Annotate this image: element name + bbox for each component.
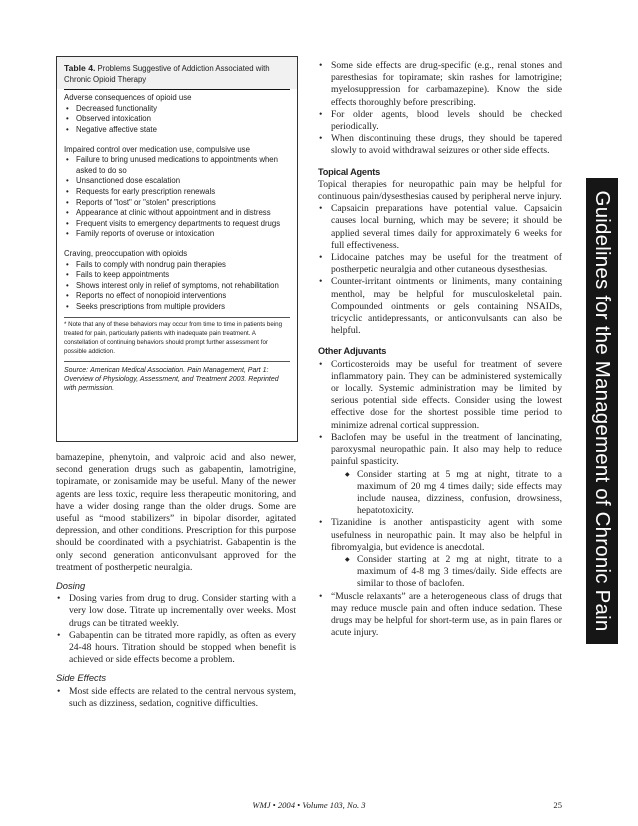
table-source-prefix: Source: <box>64 366 89 374</box>
table-item: • Reports of "lost" or "stolen" prescriptions <box>64 198 290 209</box>
table-group-list <box>64 155 290 240</box>
list-item: • Some side effects are drug-specific (e.g., renal stones and paresthesias for topiramate; skin rashes for lamotrigine; myelosuppression for carbamazepine). Know the side effects thoroughly before prescribing. <box>318 60 562 109</box>
table-item: • Family reports of overuse or intoxication <box>64 229 290 240</box>
table-body <box>64 89 290 312</box>
table-group-list <box>64 104 290 136</box>
table-source <box>64 361 290 394</box>
list-item <box>318 432 562 517</box>
table-group-title: Adverse consequences of opioid use <box>64 93 192 103</box>
list-item: • Corticosteroids may be useful for treatment of severe inflammatory pain. They can be administered systemically or locally. Systemic administration may be limited by serious potential side effects. Consider using the lowest effective dose for the shortest possible time period to minimize adrenal cortical suppression. <box>318 359 562 432</box>
topical-agents-heading: Topical Agents <box>318 166 381 177</box>
list-item: • Gabapentin can be titrated more rapidly, as often as every 24-48 hours. Titration should be stopped when benefit is achieved or side effects become a problem. <box>56 630 296 667</box>
table-item: • Appearance at clinic without appointment and in distress <box>64 208 290 219</box>
table-item: • Unsanctioned dose escalation <box>64 176 290 187</box>
topical-list <box>318 203 562 337</box>
body-paragraph: bamazepine, phenytoin, and valproic acid and also newer, second generation drugs such as gabapentin, lamotrigine, topiramate, or zonisamide may be useful. Many of the newer agents are less toxic, require less therapeutic monitoring, and have a wider dosing range than the older drugs. Some are useful as “mood stabilizers” in bipolar disorder, agitated depression, and other conditions. Prescription for this purpose should be coordinated with a psychiatrist. Gabapentin is the only second generation anticonvulsant approved for the treatment of postherpetic neuralgia. <box>56 452 296 573</box>
table-group <box>64 93 290 135</box>
journal-citation: WMJ • 2004 • Volume 103, No. 3 <box>252 800 366 810</box>
table-item: • Seeks prescriptions from multiple providers <box>64 302 290 313</box>
banner-title: Guidelines for the Management of Chronic Pain <box>591 190 614 632</box>
list-item: • Capsaicin preparations have potential value. Capsaicin causes local burning, which may be severe; it should be applied several times daily for approximately 6 weeks for full effectiveness. <box>318 203 562 252</box>
side-effects-list <box>56 686 296 710</box>
table-item: • Fails to keep appointments <box>64 270 290 281</box>
list-item: • When discontinuing these drugs, they should be tapered slowly to avoid withdrawal seizures or other side effects. <box>318 133 562 157</box>
other-adjuvants-heading: Other Adjuvants <box>318 346 387 357</box>
right-column <box>318 60 562 639</box>
table-label: Table 4. <box>64 63 96 73</box>
table-group-title: Craving, preoccupation with opioids <box>64 248 188 258</box>
table-item: • Negative affective state <box>64 125 290 136</box>
list-item: • Dosing varies from drug to drug. Consider starting with a very low dose. Titrate up incrementally over weeks. Most drugs can be titrated weekly. <box>56 593 296 630</box>
list-item: • Counter-irritant ointments or liniments, many containing menthol, may be helpful for musculoskeletal pain. Compounded ointments or gels containing NSAIDs, tricyclic antidepressants, or anticonvulsants can also be helpful. <box>318 276 562 337</box>
table-item: • Decreased functionality <box>64 104 290 115</box>
list-item <box>318 517 562 590</box>
adjuvants-list <box>318 359 562 640</box>
table-note: * Note that any of these behaviors may occur from time to time in patients being treated for pain, particularly patients with inadequate pain treatment. A constellation of continuing behaviors should prompt further assessment for possible addiction. <box>64 317 290 356</box>
list-item-text: Baclofen may be useful in the treatment of lancinating, paroxysmal neuropathic pain. It also may help to reduce painful spasticity. <box>331 431 562 468</box>
topical-intro: Topical therapies for neuropathic pain may be helpful for continuous pain/dysesthesias caused by peripheral nerve injury. <box>318 178 562 203</box>
table-item: • Observed intoxication <box>64 114 290 125</box>
left-column <box>56 452 296 710</box>
table-item: • Fails to comply with nondrug pain therapies <box>64 260 290 271</box>
table-group-title: Impaired control over medication use, compulsive use <box>64 144 250 154</box>
sub-list-item: ◆ Consider starting at 2 mg at night, titrate to a maximum of 4-8 mg 3 times/daily. Side effects are similar to those of baclofen. <box>345 554 562 591</box>
table-source-body: American Medical Association. Pain Management, Part 1: Overview of Physiology, Assessment, and Treatment 2003. Reprinted with permission. <box>64 366 279 393</box>
table-header <box>57 57 297 89</box>
table-title: Problems Suggestive of Addiction Associated with Chronic Opioid Therapy <box>64 64 270 84</box>
dosing-list <box>56 593 296 666</box>
sub-list <box>331 469 562 518</box>
list-item: • Lidocaine patches may be useful for the treatment of postherpetic neuralgia and other cutaneous dysesthesias. <box>318 252 562 276</box>
section-banner <box>586 178 618 644</box>
side-effects-continued-list <box>318 60 562 158</box>
sub-list <box>331 554 562 591</box>
table-4-box <box>56 56 298 442</box>
list-item-text: Tizanidine is another antispasticity agent with some usefulness in neuropathic pain. It may also be helpful in fibromyalgia, but evidence is anecdotal. <box>331 517 562 553</box>
table-item: • Frequent visits to emergency departments to request drugs <box>64 219 290 230</box>
table-item: • Shows interest only in relief of symptoms, not rehabilitation <box>64 281 290 292</box>
list-item: • “Muscle relaxants” are a heterogeneous class of drugs that may reduce muscle pain and often induce sedation. These drugs may be helpful for short-term use, as in pain flares or acute injury. <box>318 591 562 640</box>
page-footer <box>56 800 562 814</box>
table-group-list <box>64 260 290 313</box>
table-group <box>64 145 290 240</box>
sub-list-item: ◆ Consider starting at 5 mg at night, titrate to a maximum of 20 mg 4 times daily; side effects may include nausea, dizziness, confusion, drowsiness, hepatotoxicity. <box>345 469 562 518</box>
table-group <box>64 249 290 313</box>
side-effects-heading: Side Effects <box>56 672 107 684</box>
list-item: • Most side effects are related to the central nervous system, such as dizziness, sedation, cognitive difficulties. <box>56 686 296 710</box>
dosing-heading: Dosing <box>56 580 86 592</box>
table-item: • Requests for early prescription renewals <box>64 187 290 198</box>
table-item: • Reports no effect of nonopioid interventions <box>64 291 290 302</box>
table-item: • Failure to bring unused medications to appointments when asked to do so <box>64 155 290 176</box>
list-item: • For older agents, blood levels should be checked periodically. <box>318 109 562 133</box>
page-number: 25 <box>553 800 562 810</box>
